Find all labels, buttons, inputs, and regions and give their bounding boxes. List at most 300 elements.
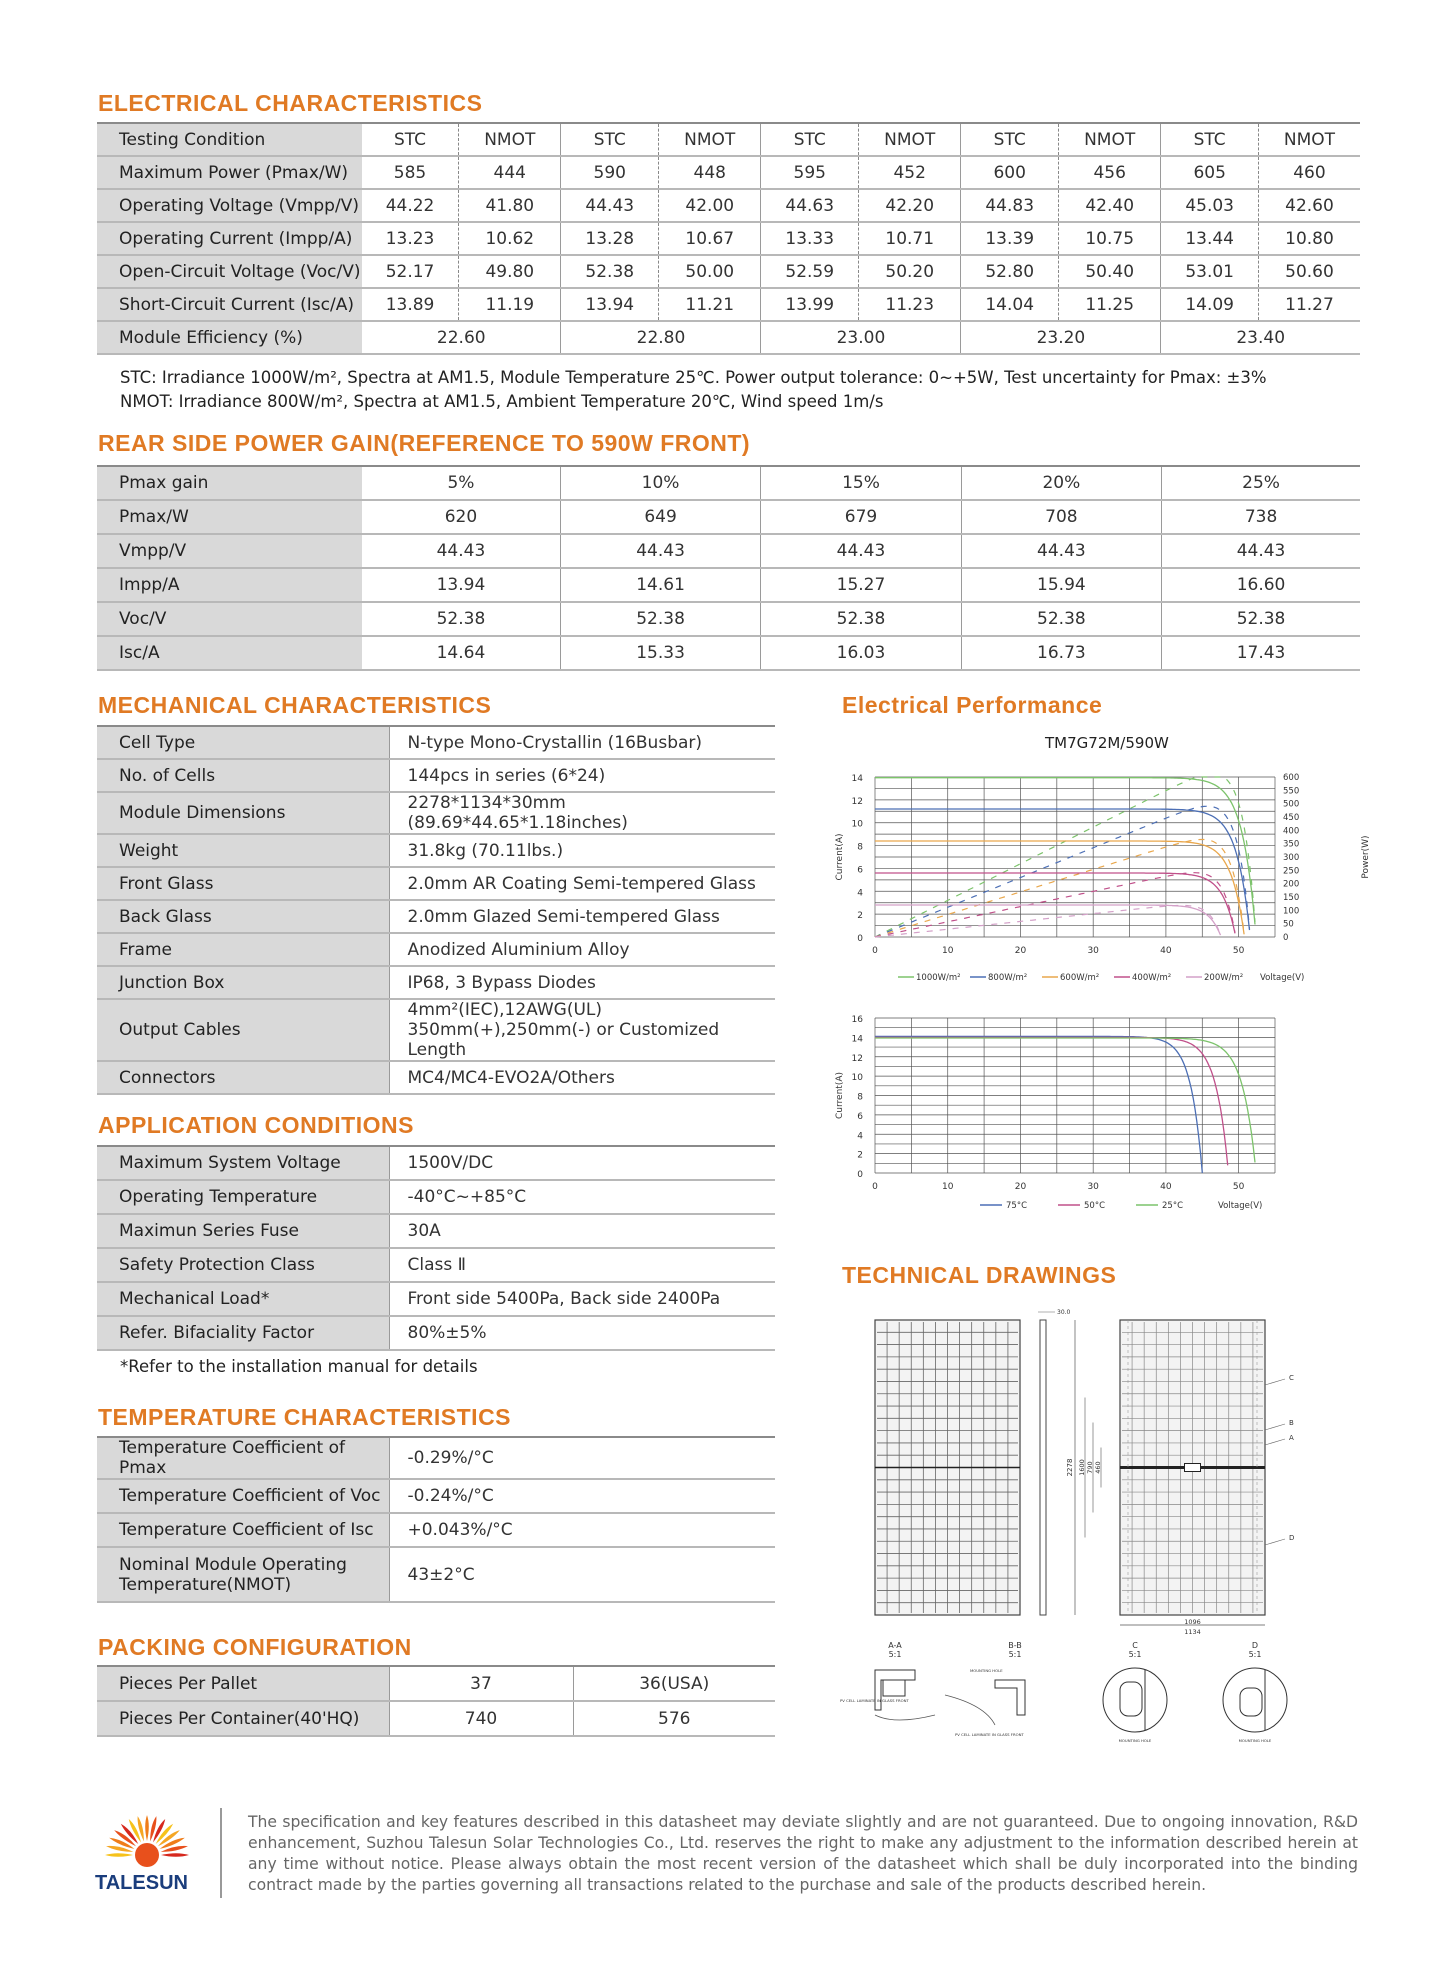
cell-value: 50.40	[1058, 255, 1160, 288]
cell-value: 10%	[560, 466, 760, 500]
rear-row	[97, 466, 1360, 500]
row-value	[389, 1061, 775, 1094]
y-axis-label: Current(A)	[835, 833, 845, 881]
callout-letter: A	[1289, 1434, 1294, 1442]
application-row	[97, 1248, 775, 1282]
row-label: Pmax/W	[97, 500, 362, 534]
cell-value: 52.59	[761, 255, 859, 288]
mechanical-row	[97, 867, 775, 900]
x-tick-label: 0	[872, 1182, 878, 1192]
row-value	[389, 1180, 775, 1214]
value-text: Front side 5400Pa, Back side 2400Pa	[407, 1289, 721, 1309]
cell-value: 52.17	[362, 255, 459, 288]
label-text: Maximum System Voltage	[119, 1153, 341, 1173]
mechanical-row	[97, 900, 775, 933]
inner-width-dimension: 1096	[1184, 1618, 1201, 1626]
label-text: Cell Type	[119, 732, 196, 753]
y-tick-label: 10	[851, 819, 863, 830]
cell-value: 44.43	[1162, 534, 1360, 568]
rear-row	[97, 534, 1360, 568]
value-text: 43±2°C	[407, 1564, 475, 1585]
hole-dimension: 460	[1094, 1461, 1102, 1474]
mechanical-row	[97, 966, 775, 999]
temperature-row	[97, 1437, 775, 1479]
callout-letter: C	[1289, 1374, 1294, 1382]
section-label: A-A	[888, 1641, 902, 1650]
cell-value: 17.43	[1162, 636, 1360, 670]
value-text: 144pcs in series (6*24)	[407, 765, 606, 786]
row-label: Short-Circuit Current (Isc/A)	[97, 288, 362, 321]
y2-tick-label: 400	[1283, 826, 1300, 837]
section-label: D	[1251, 1641, 1259, 1650]
cell-value: 16.03	[761, 636, 961, 670]
cell-value: 42.60	[1258, 189, 1360, 222]
y2-axis-label: Power(W)	[1361, 835, 1371, 879]
callout-leader	[1265, 1424, 1285, 1430]
section-d-circle	[1223, 1668, 1287, 1732]
cell-value: 740	[389, 1701, 573, 1736]
section-label: C	[1132, 1641, 1138, 1650]
efficiency-value: 23.40	[1161, 321, 1360, 354]
cell-value: 44.22	[362, 189, 459, 222]
stc-note: STC: Irradiance 1000W/m², Spectra at AM1.5, Module Temperature 25℃. Power output tolerance: 0~+5W, Test uncertainty for Pmax: ±3%	[120, 368, 1267, 387]
y2-tick-label: 0	[1283, 933, 1289, 943]
row-label	[97, 1316, 389, 1350]
cell-value: 444	[459, 156, 561, 189]
label-text: Temperature Coefficient of Pmax	[119, 1438, 346, 1478]
cell-value: 605	[1161, 156, 1259, 189]
row-label	[97, 726, 389, 759]
efficiency-value: 23.20	[961, 321, 1161, 354]
row-value	[389, 1248, 775, 1282]
y-tick-label: 12	[851, 796, 863, 807]
y2-tick-label: 500	[1283, 799, 1300, 810]
x-tick-label: 20	[1014, 946, 1027, 956]
cell-value: 13.94	[561, 288, 659, 321]
cell-value: 20%	[961, 466, 1161, 500]
cell-value: 37	[389, 1666, 573, 1701]
row-label	[97, 1547, 389, 1602]
row-label	[97, 834, 389, 867]
legend-label: 600W/m²	[1060, 973, 1100, 983]
mechanical-row	[97, 834, 775, 867]
value-text: -40°C~+85°C	[407, 1187, 527, 1207]
value-text: 31.8kg (70.11lbs.)	[407, 840, 564, 861]
technical-drawings	[835, 1300, 1355, 1760]
cell-value: 52.38	[560, 602, 760, 636]
cell-value: 53.01	[1161, 255, 1259, 288]
hole-dimension: 790	[1086, 1461, 1094, 1474]
cell-value: 49.80	[459, 255, 561, 288]
y2-tick-label: 200	[1283, 879, 1300, 890]
cell-value: 42.40	[1058, 189, 1160, 222]
legend-label: 25°C	[1162, 1201, 1184, 1211]
condition-header: STC	[961, 123, 1059, 156]
label-text: Output Cables	[119, 1020, 241, 1040]
legend-label: 1000W/m²	[916, 973, 961, 983]
talesun-logo-icon	[92, 1800, 202, 1870]
label-text: Temperature Coefficient of Voc	[119, 1486, 381, 1506]
section-aa-profile	[875, 1670, 915, 1710]
cell-value: 14.09	[1161, 288, 1259, 321]
application-row	[97, 1214, 775, 1248]
section-note: MOUNTING HOLE	[1118, 1738, 1152, 1743]
y-tick-label: 12	[851, 1053, 863, 1064]
rear-row	[97, 602, 1360, 636]
value-text: 2.0mm AR Coating Semi-tempered Glass	[407, 873, 756, 894]
row-label: Impp/A	[97, 568, 362, 602]
mechanical-row	[97, 726, 775, 759]
cell-value: 14.61	[560, 568, 760, 602]
row-value	[389, 1547, 775, 1602]
packing-title: PACKING CONFIGURATION	[98, 1634, 412, 1660]
label-text: Safety Protection Class	[119, 1255, 315, 1275]
section-aa-curve	[875, 1715, 935, 1720]
electrical-title: ELECTRICAL CHARACTERISTICS	[98, 90, 483, 116]
cell-value: 44.43	[561, 189, 659, 222]
cell-value: 600	[961, 156, 1059, 189]
legend-label: 800W/m²	[988, 973, 1028, 983]
value-text: 30A	[407, 1221, 441, 1241]
y-tick-label: 10	[851, 1073, 863, 1084]
sun-ray	[145, 1815, 149, 1841]
x-tick-label: 50	[1232, 1182, 1245, 1192]
label-text-2: Temperature(NMOT)	[119, 1574, 292, 1595]
label-text: Temperature Coefficient of Isc	[119, 1520, 374, 1540]
panel-side-outline	[1040, 1320, 1046, 1615]
cell-value: 590	[561, 156, 659, 189]
label-text: No. of Cells	[119, 765, 216, 786]
side-dimension: 30.0	[1057, 1309, 1071, 1316]
x-tick-label: 10	[942, 946, 954, 956]
row-label: Module Efficiency (%)	[97, 321, 362, 354]
cell-value: 52.38	[362, 602, 560, 636]
electrical-table	[97, 122, 1360, 355]
cell-value: 10.80	[1258, 222, 1360, 255]
cell-value: 15.27	[761, 568, 961, 602]
x-axis-label: Voltage(V)	[1218, 1201, 1263, 1211]
row-value	[389, 759, 775, 792]
row-label	[97, 1214, 389, 1248]
section-bb-curve	[945, 1695, 995, 1725]
row-label: Pieces Per Container(40'HQ)	[97, 1701, 389, 1736]
condition-header: NMOT	[659, 123, 761, 156]
row-value	[389, 792, 775, 834]
cell-value: 576	[573, 1701, 775, 1736]
y-tick-label: 4	[857, 1131, 863, 1142]
row-label: Isc/A	[97, 636, 362, 670]
height-dimension: 2278	[1066, 1458, 1074, 1477]
value-text: 4mm²(IEC),12AWG(UL)	[407, 1000, 603, 1020]
callout-leader	[1265, 1539, 1285, 1545]
drawings-title: TECHNICAL DRAWINGS	[842, 1262, 1117, 1288]
width-dimension: 1134	[1184, 1628, 1201, 1636]
rear-table	[97, 465, 1360, 671]
cell-value: 15.94	[961, 568, 1161, 602]
iv-irradiance-chart	[830, 755, 1390, 995]
row-label: Maximum Power (Pmax/W)	[97, 156, 362, 189]
label-text: Frame	[119, 939, 172, 960]
y2-tick-label: 350	[1283, 839, 1300, 850]
cell-value: 50.60	[1258, 255, 1360, 288]
cell-value: 452	[859, 156, 961, 189]
cell-value: 52.38	[561, 255, 659, 288]
y-tick-label: 2	[857, 911, 863, 922]
cell-value: 738	[1162, 500, 1360, 534]
chart-model-title: TM7G72M/590W	[1045, 734, 1169, 752]
section-d-hole	[1240, 1688, 1262, 1716]
cell-value: 11.25	[1058, 288, 1160, 321]
cell-value: 44.43	[362, 534, 560, 568]
section-note: MOUNTING HOLE	[1238, 1738, 1272, 1743]
label-text: Nominal Module Operating	[119, 1554, 347, 1575]
cell-value: 448	[659, 156, 761, 189]
label-text: Operating Temperature	[119, 1187, 318, 1207]
iv-temperature-chart	[830, 1000, 1390, 1211]
x-tick-label: 10	[942, 1182, 954, 1192]
row-value	[389, 1146, 775, 1180]
packing-row	[97, 1666, 775, 1701]
sun-core	[135, 1843, 159, 1867]
cell-value: 11.21	[659, 288, 761, 321]
cell-value: 10.67	[659, 222, 761, 255]
performance-title: Electrical Performance	[842, 692, 1103, 718]
row-label: Operating Voltage (Vmpp/V)	[97, 189, 362, 222]
x-tick-label: 30	[1087, 946, 1099, 956]
condition-header: STC	[761, 123, 859, 156]
y2-tick-label: 300	[1283, 853, 1300, 863]
sun-ray	[161, 1853, 189, 1857]
mechanical-row	[97, 1061, 775, 1094]
x-tick-label: 40	[1160, 1182, 1172, 1192]
row-label	[97, 900, 389, 933]
application-row	[97, 1146, 775, 1180]
mechanical-row	[97, 933, 775, 966]
legend-label: 50°C	[1084, 1201, 1106, 1211]
label-text: Junction Box	[119, 972, 225, 993]
cell-value: 460	[1258, 156, 1360, 189]
y-tick-label: 8	[857, 1092, 863, 1103]
row-label: Operating Current (Impp/A)	[97, 222, 362, 255]
value-text: 2.0mm Glazed Semi-tempered Glass	[407, 906, 720, 927]
legend-label: 75°C	[1006, 1201, 1028, 1211]
cell-value: 52.38	[1162, 602, 1360, 636]
section-aa-box	[883, 1680, 905, 1696]
y-axis-label: Current(A)	[835, 1072, 845, 1119]
y2-tick-label: 150	[1283, 893, 1300, 903]
cell-value: 585	[362, 156, 459, 189]
cell-value: 16.73	[961, 636, 1161, 670]
row-label	[97, 1061, 389, 1094]
row-value	[389, 966, 775, 999]
row-label: Vmpp/V	[97, 534, 362, 568]
x-tick-label: 40	[1160, 946, 1172, 956]
cell-value: 44.63	[761, 189, 859, 222]
cell-value: 45.03	[1161, 189, 1259, 222]
iv-series-line	[875, 809, 1250, 930]
cell-value: 44.43	[761, 534, 961, 568]
label-text: Front Glass	[119, 873, 214, 894]
section-bb-profile	[995, 1680, 1025, 1715]
row-label: Open-Circuit Voltage (Voc/V)	[97, 255, 362, 288]
application-title: APPLICATION CONDITIONS	[98, 1112, 414, 1138]
electrical-row	[97, 156, 1360, 189]
cell-value: 708	[961, 500, 1161, 534]
section-scale: 5:1	[888, 1650, 902, 1659]
temperature-table	[97, 1436, 775, 1603]
y-tick-label: 0	[857, 1170, 863, 1180]
efficiency-value: 23.00	[761, 321, 961, 354]
cell-value: 15.33	[560, 636, 760, 670]
cell-value: 42.20	[859, 189, 961, 222]
row-label: Pmax gain	[97, 466, 362, 500]
packing-table	[97, 1665, 775, 1737]
cell-value: 13.89	[362, 288, 459, 321]
label-text: Maximun Series Fuse	[119, 1221, 300, 1241]
y-tick-label: 14	[851, 1034, 863, 1045]
nmot-note: NMOT: Irradiance 800W/m², Spectra at AM1.5, Ambient Temperature 20℃, Wind speed 1m/s	[120, 392, 884, 411]
value-text: Class Ⅱ	[407, 1255, 466, 1275]
section-scale: 5:1	[1248, 1650, 1262, 1659]
cell-value: 15%	[761, 466, 961, 500]
x-tick-label: 50	[1232, 946, 1245, 956]
iv-series-line	[875, 905, 1221, 935]
value-text: -0.24%/°C	[407, 1486, 494, 1506]
section-c-circle	[1103, 1668, 1167, 1732]
cell-value: 50.00	[659, 255, 761, 288]
efficiency-value: 22.60	[362, 321, 561, 354]
callout-letter: D	[1289, 1534, 1295, 1542]
label-text: Weight	[119, 840, 179, 861]
condition-header: STC	[1161, 123, 1259, 156]
rear-row	[97, 636, 1360, 670]
section-c-hole	[1120, 1682, 1142, 1716]
row-label	[97, 792, 389, 834]
condition-header: NMOT	[859, 123, 961, 156]
cell-value: 36(USA)	[573, 1666, 775, 1701]
condition-header: NMOT	[1258, 123, 1360, 156]
cell-value: 13.44	[1161, 222, 1259, 255]
row-label	[97, 1513, 389, 1547]
y2-tick-label: 50	[1283, 919, 1294, 930]
label-text: Refer. Bifaciality Factor	[119, 1323, 315, 1343]
row-value	[389, 834, 775, 867]
value-text-2: 350mm(+),250mm(-) or Customized Length	[407, 1020, 720, 1060]
row-value	[389, 1316, 775, 1350]
cell-value: 16.60	[1162, 568, 1360, 602]
cell-value: 456	[1058, 156, 1160, 189]
temperature-row	[97, 1547, 775, 1602]
label-text: Back Glass	[119, 906, 212, 927]
application-row	[97, 1316, 775, 1350]
cell-value: 679	[761, 500, 961, 534]
cell-value: 14.64	[362, 636, 560, 670]
row-label	[97, 1479, 389, 1513]
value-text: 1500V/DC	[407, 1153, 494, 1173]
legend-label: 400W/m²	[1132, 973, 1172, 983]
row-label	[97, 1146, 389, 1180]
value-text: 80%±5%	[407, 1323, 487, 1343]
efficiency-row	[97, 321, 1360, 354]
sun-ray	[105, 1853, 133, 1857]
cell-value: 41.80	[459, 189, 561, 222]
value-text: MC4/MC4-EVO2A/Others	[407, 1067, 615, 1088]
section-scale: 5:1	[1128, 1650, 1142, 1659]
row-label: Pieces Per Pallet	[97, 1666, 389, 1701]
y2-tick-label: 450	[1283, 813, 1300, 823]
cell-value: 620	[362, 500, 560, 534]
cell-value: 14.04	[961, 288, 1059, 321]
y-tick-label: 6	[857, 1111, 863, 1122]
footer-disclaimer: The specification and key features described in this datasheet may deviate slightly and are not guaranteed. Due to ongoing innovation, R&D enhancement, Suzhou Talesun Solar Technologies Co., Ltd. reserves the right to make any adjustment to the information described herein at any time without notice. Please always obtain the most recent version of the datasheet which shall be duly incorporated into the binding contract made by the parties governing all transactions related to the purchase and sale of the products described herein.	[248, 1813, 1358, 1894]
row-value	[389, 726, 775, 759]
cell-value: 649	[560, 500, 760, 534]
temperature-title: TEMPERATURE CHARACTERISTICS	[98, 1404, 512, 1430]
cell-value: 52.38	[961, 602, 1161, 636]
power-series-line	[875, 806, 1250, 937]
value-text: -0.29%/°C	[407, 1448, 494, 1468]
condition-header: NMOT	[459, 123, 561, 156]
junction-box	[1185, 1464, 1201, 1472]
y-tick-label: 8	[857, 842, 863, 853]
row-label	[97, 1180, 389, 1214]
value-text: +0.043%/°C	[407, 1520, 513, 1540]
label-text: Connectors	[119, 1067, 216, 1088]
electrical-header-row	[97, 123, 1360, 156]
brand-name: TALESUN	[95, 1872, 188, 1894]
mechanical-row	[97, 792, 775, 834]
row-value	[389, 1214, 775, 1248]
section-note: MOUNTING HOLE	[970, 1668, 1003, 1673]
cell-value: 52.80	[961, 255, 1059, 288]
row-label	[97, 933, 389, 966]
rear-row	[97, 568, 1360, 602]
x-tick-label: 20	[1014, 1182, 1027, 1192]
row-label	[97, 867, 389, 900]
cell-value: 13.28	[561, 222, 659, 255]
row-value	[389, 900, 775, 933]
rear-title: REAR SIDE POWER GAIN(REFERENCE TO 590W FRONT)	[98, 430, 751, 456]
y-tick-label: 4	[857, 888, 863, 899]
cell-value: 595	[761, 156, 859, 189]
legend-label: 200W/m²	[1204, 973, 1244, 983]
packing-row	[97, 1701, 775, 1736]
callout-leader	[1265, 1439, 1285, 1445]
cell-value: 10.62	[459, 222, 561, 255]
row-value	[389, 1479, 775, 1513]
y-tick-label: 14	[851, 774, 863, 784]
section-note: PV CELL LAMINATE IN GLASS FRONT	[840, 1698, 909, 1703]
application-table	[97, 1145, 775, 1351]
section-scale: 5:1	[1008, 1650, 1022, 1659]
application-note: *Refer to the installation manual for details	[120, 1357, 478, 1376]
cell-value: 13.39	[961, 222, 1059, 255]
cell-value: 10.75	[1058, 222, 1160, 255]
electrical-row	[97, 255, 1360, 288]
section-note: PV CELL LAMINATE IN GLASS FRONT	[955, 1732, 1024, 1737]
cell-value: 11.23	[859, 288, 961, 321]
y-tick-label: 2	[857, 1150, 863, 1161]
mechanical-title: MECHANICAL CHARACTERISTICS	[98, 692, 492, 718]
mechanical-table	[97, 725, 775, 1095]
x-tick-label: 0	[872, 946, 878, 956]
mechanical-row	[97, 999, 775, 1061]
y2-tick-label: 100	[1283, 906, 1300, 917]
footer-divider	[220, 1808, 222, 1898]
cell-value: 13.33	[761, 222, 859, 255]
mechanical-row	[97, 759, 775, 792]
row-label	[97, 999, 389, 1061]
